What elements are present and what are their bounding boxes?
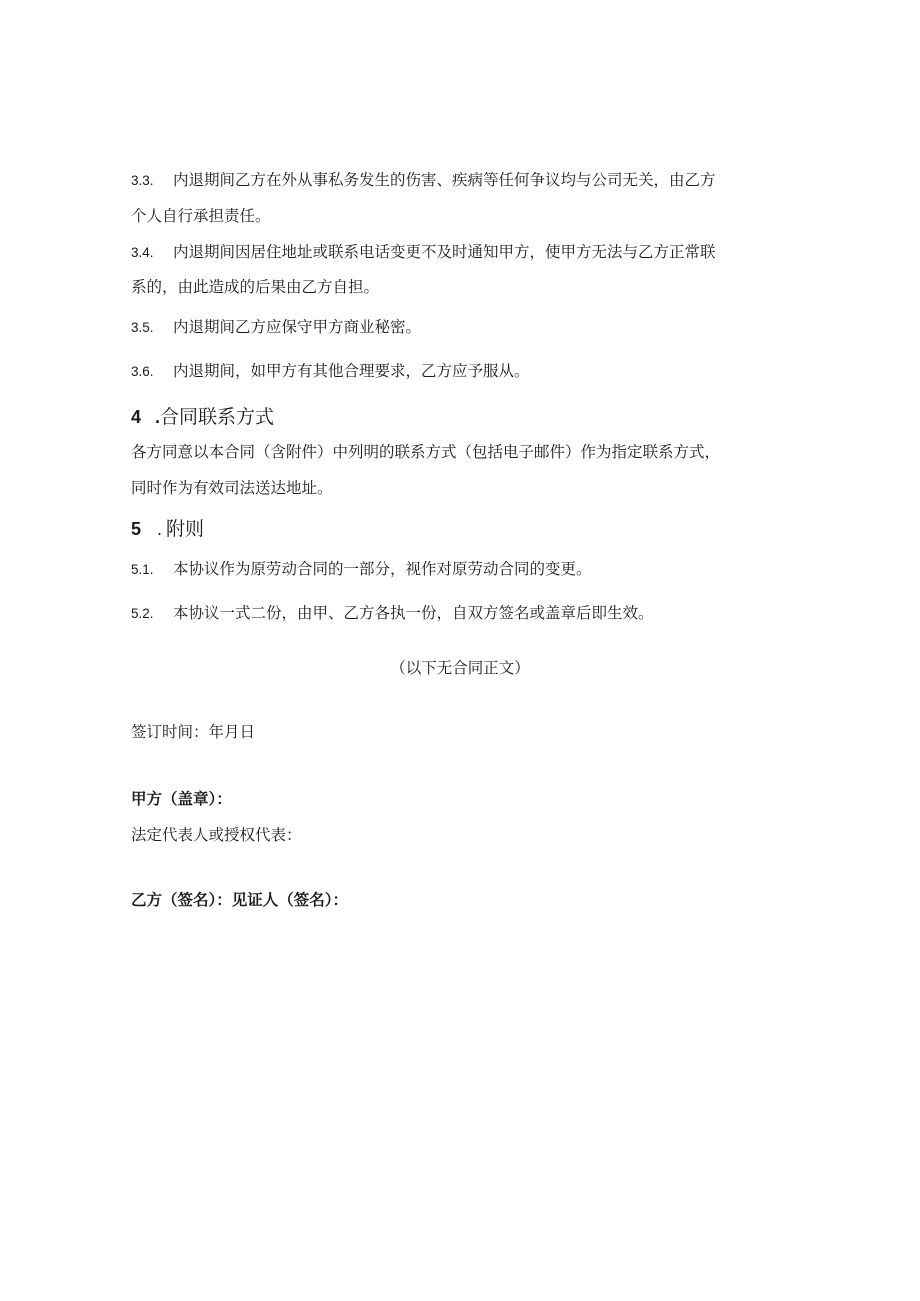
section-text: 各方同意以本合同（含附件）中列明的联系方式（包括电子邮件）作为指定联系方式，: [131, 443, 721, 461]
clause-number: 3.3.: [131, 173, 154, 188]
clause-3-4-line-1: [131, 242, 716, 263]
section-dot: .: [157, 519, 163, 539]
clause-number: 5.1.: [131, 562, 154, 577]
clause-3-4-line-2: [131, 277, 379, 297]
clause-5-2: [131, 603, 654, 624]
clause-3-3-line-2: [131, 206, 271, 226]
clause-5-1: [131, 559, 592, 580]
clause-3-6: [131, 361, 530, 382]
section-title: 合同联系方式: [160, 406, 275, 428]
section-4-body-line-2: [131, 478, 333, 498]
clause-number: 3.5.: [131, 320, 154, 335]
section-dot: .: [155, 407, 161, 427]
end-of-contract-note: （以下无合同正文）: [390, 659, 530, 677]
clause-3-5: [131, 317, 421, 338]
section-title: 附则: [166, 518, 205, 540]
clause-text: 本协议一式二份，由甲、乙方各执一份，自双方签名或盖章后即生效。: [173, 604, 654, 622]
clause-number: 3.4.: [131, 245, 154, 260]
section-number: 5: [131, 519, 142, 539]
section-number: 4: [131, 407, 142, 427]
clause-text: 本协议作为原劳动合同的一部分，视作对原劳动合同的变更。: [173, 560, 592, 578]
clause-number: 3.6.: [131, 364, 154, 379]
legal-representative-label: 法定代表人或授权代表：: [131, 826, 302, 844]
clause-3-3-line-1: [131, 170, 716, 191]
clause-text: 个人自行承担责任。: [131, 207, 271, 225]
clause-text: 系的，由此造成的后果由乙方自担。: [131, 278, 380, 296]
section-text: 同时作为有效司法送达地址。: [131, 479, 333, 497]
signing-date-label: 签订时间：年月日: [131, 723, 256, 741]
clause-text: 内退期间，如甲方有其他合理要求，乙方应予服从。: [173, 362, 530, 380]
clause-text: 内退期间因居住地址或联系电话变更不及时通知甲方，使甲方无法与乙方正常联: [173, 243, 716, 261]
clause-number: 5.2.: [131, 606, 154, 621]
clause-text: 内退期间乙方在外从事私务发生的伤害、疾病等任何争议均与公司无关，由乙方: [173, 171, 716, 189]
section-4-heading: [131, 405, 274, 429]
section-4-body-line-1: [131, 442, 720, 462]
clause-text: 内退期间乙方应保守甲方商业秘密。: [173, 318, 422, 336]
section-5-heading: [131, 517, 204, 541]
party-b-witness-signature-label: 乙方（签名）：见证人（签名）：: [131, 890, 349, 909]
party-a-seal-label: 甲方（盖章）：: [131, 789, 232, 808]
